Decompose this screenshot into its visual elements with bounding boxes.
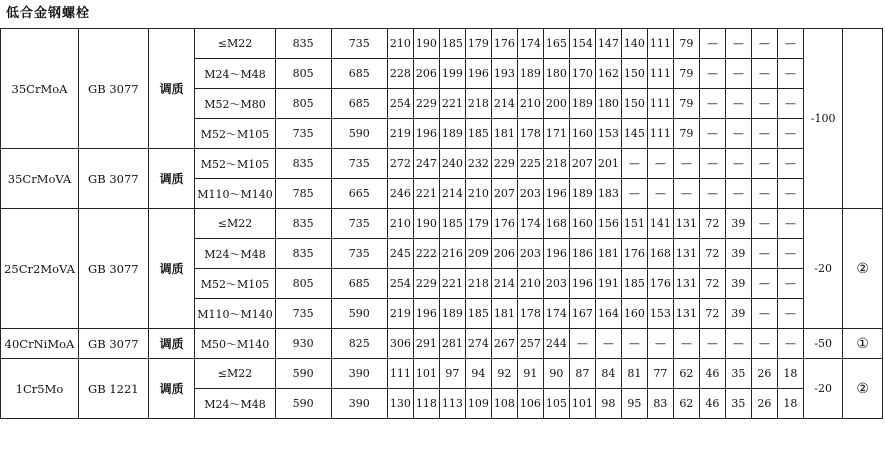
min-temp-cell: -20 — [803, 359, 843, 419]
stress-value-cell: 181 — [595, 239, 621, 269]
stress-value-cell: 98 — [595, 389, 621, 419]
stress-value-cell: 154 — [569, 29, 595, 59]
stress-value-cell: 46 — [699, 389, 725, 419]
stress-value-cell: 257 — [517, 329, 543, 359]
stress-value-cell: — — [699, 59, 725, 89]
stress-value-cell: — — [595, 329, 621, 359]
stress-value-cell: 131 — [673, 299, 699, 329]
stress-value-cell: 90 — [543, 359, 569, 389]
stress-value-cell: 39 — [725, 299, 751, 329]
min-temp-cell: -20 — [803, 209, 843, 329]
stress-value-cell: — — [569, 329, 595, 359]
stress-value-cell: 225 — [517, 149, 543, 179]
stress-value-cell: 185 — [621, 269, 647, 299]
size-cell: M50～M140 — [195, 329, 275, 359]
stress-value-cell: — — [725, 149, 751, 179]
table-row — [1, 209, 883, 239]
stress-value-cell: 174 — [543, 299, 569, 329]
stress-value-cell: 174 — [517, 29, 543, 59]
stress-value-cell: 185 — [439, 29, 465, 59]
stress-value-cell: 72 — [699, 239, 725, 269]
yield-cell: 590 — [331, 119, 387, 149]
stress-value-cell: — — [751, 239, 777, 269]
stress-value-cell: — — [751, 269, 777, 299]
stress-value-cell: 180 — [595, 89, 621, 119]
table-row — [1, 359, 883, 389]
stress-value-cell: 101 — [569, 389, 595, 419]
stress-value-cell: 232 — [465, 149, 491, 179]
stress-value-cell: — — [777, 89, 803, 119]
stress-value-cell: 111 — [387, 359, 413, 389]
stress-value-cell: 168 — [543, 209, 569, 239]
stress-value-cell: 221 — [413, 179, 439, 209]
stress-value-cell: 46 — [699, 359, 725, 389]
stress-value-cell: 186 — [569, 239, 595, 269]
treatment-cell: 调质 — [148, 149, 195, 209]
stress-value-cell: 91 — [517, 359, 543, 389]
stress-value-cell: 244 — [543, 329, 569, 359]
stress-value-cell: 79 — [673, 119, 699, 149]
stress-value-cell: — — [751, 299, 777, 329]
stress-value-cell: 176 — [491, 209, 517, 239]
stress-value-cell: 26 — [751, 359, 777, 389]
material-cell: 25Cr2MoVA — [1, 209, 79, 329]
min-temp-cell: -100 — [803, 29, 843, 209]
stress-value-cell: 199 — [439, 59, 465, 89]
stress-value-cell: 162 — [595, 59, 621, 89]
stress-value-cell: 176 — [491, 29, 517, 59]
stress-value-cell: 180 — [543, 59, 569, 89]
size-cell: M110～M140 — [195, 299, 275, 329]
stress-value-cell: 210 — [517, 89, 543, 119]
note-cell: ② — [843, 209, 883, 329]
standard-cell: GB 3077 — [79, 209, 149, 329]
yield-cell: 735 — [331, 239, 387, 269]
stress-value-cell: 216 — [439, 239, 465, 269]
stress-value-cell: 185 — [465, 299, 491, 329]
stress-value-cell: 210 — [517, 269, 543, 299]
stress-value-cell: 35 — [725, 359, 751, 389]
treatment-cell: 调质 — [148, 329, 195, 359]
stress-value-cell: 210 — [465, 179, 491, 209]
stress-value-cell: 83 — [647, 389, 673, 419]
stress-value-cell: 254 — [387, 89, 413, 119]
treatment-cell: 调质 — [148, 29, 195, 149]
stress-value-cell: 185 — [439, 209, 465, 239]
stress-value-cell: 203 — [517, 179, 543, 209]
yield-cell: 390 — [331, 359, 387, 389]
strength-cell: 590 — [275, 359, 331, 389]
stress-value-cell: — — [699, 179, 725, 209]
stress-value-cell: 221 — [439, 269, 465, 299]
stress-value-cell: 189 — [569, 89, 595, 119]
stress-value-cell: 160 — [621, 299, 647, 329]
stress-value-cell: — — [673, 179, 699, 209]
stress-value-cell: — — [777, 269, 803, 299]
stress-value-cell: 206 — [491, 239, 517, 269]
stress-value-cell: — — [777, 329, 803, 359]
stress-value-cell: — — [777, 179, 803, 209]
stress-value-cell: — — [725, 59, 751, 89]
stress-value-cell: 176 — [621, 239, 647, 269]
stress-value-cell: 214 — [491, 89, 517, 119]
stress-value-cell: 254 — [387, 269, 413, 299]
size-cell: M24～M48 — [195, 239, 275, 269]
strength-cell: 835 — [275, 149, 331, 179]
strength-cell: 835 — [275, 209, 331, 239]
stress-value-cell: — — [647, 179, 673, 209]
stress-value-cell: 267 — [491, 329, 517, 359]
stress-value-cell: 79 — [673, 89, 699, 119]
stress-value-cell: — — [725, 29, 751, 59]
strength-cell: 735 — [275, 299, 331, 329]
stress-value-cell: 189 — [439, 299, 465, 329]
stress-value-cell: 164 — [595, 299, 621, 329]
table-row — [1, 149, 883, 179]
stress-value-cell: 189 — [569, 179, 595, 209]
stress-value-cell: 245 — [387, 239, 413, 269]
stress-value-cell: 240 — [439, 149, 465, 179]
stress-value-cell: 178 — [517, 299, 543, 329]
stress-value-cell: 222 — [413, 239, 439, 269]
stress-value-cell: 181 — [491, 119, 517, 149]
standard-cell: GB 3077 — [79, 329, 149, 359]
stress-value-cell: 185 — [465, 119, 491, 149]
stress-value-cell: 150 — [621, 59, 647, 89]
stress-value-cell: 218 — [543, 149, 569, 179]
stress-value-cell: — — [777, 209, 803, 239]
stress-value-cell: 179 — [465, 29, 491, 59]
stress-value-cell: 131 — [673, 269, 699, 299]
note-cell — [843, 29, 883, 209]
yield-cell: 735 — [331, 149, 387, 179]
size-cell: M52～M105 — [195, 119, 275, 149]
stress-value-cell: 165 — [543, 29, 569, 59]
strength-cell: 590 — [275, 389, 331, 419]
stress-value-cell: 118 — [413, 389, 439, 419]
stress-value-cell: 150 — [621, 89, 647, 119]
note-cell: ① — [843, 329, 883, 359]
yield-cell: 685 — [331, 89, 387, 119]
stress-value-cell: 171 — [543, 119, 569, 149]
standard-cell: GB 3077 — [79, 149, 149, 209]
stress-value-cell: 214 — [491, 269, 517, 299]
stress-value-cell: 109 — [465, 389, 491, 419]
size-cell: M52～M105 — [195, 149, 275, 179]
size-cell: M110～M140 — [195, 179, 275, 209]
stress-value-cell: 178 — [517, 119, 543, 149]
stress-value-cell: — — [621, 149, 647, 179]
stress-value-cell: 174 — [517, 209, 543, 239]
stress-value-cell: — — [751, 329, 777, 359]
stress-value-cell: 193 — [491, 59, 517, 89]
stress-value-cell: 92 — [491, 359, 517, 389]
stress-value-cell: — — [751, 209, 777, 239]
stress-value-cell: — — [699, 149, 725, 179]
strength-cell: 735 — [275, 119, 331, 149]
stress-value-cell: 228 — [387, 59, 413, 89]
stress-value-cell: — — [777, 119, 803, 149]
stress-value-cell: 62 — [673, 389, 699, 419]
stress-value-cell: 111 — [647, 29, 673, 59]
treatment-cell: 调质 — [148, 359, 195, 419]
stress-value-cell: — — [725, 329, 751, 359]
size-cell: M52～M80 — [195, 89, 275, 119]
stress-value-cell: 189 — [517, 59, 543, 89]
stress-value-cell: 105 — [543, 389, 569, 419]
yield-cell: 685 — [331, 269, 387, 299]
stress-value-cell: — — [777, 299, 803, 329]
strength-cell: 805 — [275, 269, 331, 299]
stress-value-cell: 229 — [413, 269, 439, 299]
stress-value-cell: — — [699, 119, 725, 149]
stress-value-cell: 196 — [543, 179, 569, 209]
strength-cell: 785 — [275, 179, 331, 209]
stress-value-cell: 130 — [387, 389, 413, 419]
stress-value-cell: — — [725, 89, 751, 119]
stress-value-cell: 214 — [439, 179, 465, 209]
stress-value-cell: 151 — [621, 209, 647, 239]
stress-value-cell: — — [751, 119, 777, 149]
yield-cell: 685 — [331, 59, 387, 89]
stress-value-cell: — — [751, 89, 777, 119]
stress-value-cell: 97 — [439, 359, 465, 389]
stress-value-cell: — — [699, 29, 725, 59]
stress-value-cell: — — [673, 149, 699, 179]
stress-value-cell: 131 — [673, 209, 699, 239]
stress-value-cell: 167 — [569, 299, 595, 329]
stress-value-cell: 272 — [387, 149, 413, 179]
stress-value-cell: — — [699, 329, 725, 359]
stress-value-cell: 176 — [647, 269, 673, 299]
stress-value-cell: — — [751, 149, 777, 179]
stress-value-cell: 218 — [465, 89, 491, 119]
stress-value-cell: 306 — [387, 329, 413, 359]
stress-value-cell: 221 — [439, 89, 465, 119]
stress-value-cell: 62 — [673, 359, 699, 389]
stress-value-cell: 153 — [595, 119, 621, 149]
stress-value-cell: 147 — [595, 29, 621, 59]
stress-value-cell: 196 — [543, 239, 569, 269]
standard-cell: GB 1221 — [79, 359, 149, 419]
stress-value-cell: 18 — [777, 359, 803, 389]
treatment-cell: 调质 — [148, 209, 195, 329]
size-cell: ≤M22 — [195, 209, 275, 239]
stress-value-cell: 95 — [621, 389, 647, 419]
stress-value-cell: — — [725, 179, 751, 209]
stress-value-cell: — — [673, 329, 699, 359]
stress-value-cell: 191 — [595, 269, 621, 299]
stress-value-cell: 209 — [465, 239, 491, 269]
stress-value-cell: — — [751, 179, 777, 209]
yield-cell: 825 — [331, 329, 387, 359]
stress-value-cell: 210 — [387, 29, 413, 59]
table-row — [1, 329, 883, 359]
stress-value-cell: 18 — [777, 389, 803, 419]
stress-value-cell: — — [777, 59, 803, 89]
yield-cell: 590 — [331, 299, 387, 329]
stress-value-cell: 203 — [517, 239, 543, 269]
stress-value-cell: 153 — [647, 299, 673, 329]
stress-value-cell: 111 — [647, 59, 673, 89]
stress-value-cell: 94 — [465, 359, 491, 389]
stress-value-cell: 190 — [413, 29, 439, 59]
stress-value-cell: 81 — [621, 359, 647, 389]
stress-value-cell: 210 — [387, 209, 413, 239]
stress-value-cell: 200 — [543, 89, 569, 119]
stress-value-cell: 39 — [725, 269, 751, 299]
stress-value-cell: 113 — [439, 389, 465, 419]
strength-cell: 930 — [275, 329, 331, 359]
material-cell: 1Cr5Mo — [1, 359, 79, 419]
stress-value-cell: 39 — [725, 239, 751, 269]
stress-value-cell: 207 — [569, 149, 595, 179]
stress-value-cell: 203 — [543, 269, 569, 299]
material-cell: 35CrMoVA — [1, 149, 79, 209]
stress-value-cell: — — [621, 329, 647, 359]
stress-value-cell: — — [777, 149, 803, 179]
stress-value-cell: 72 — [699, 209, 725, 239]
size-cell: M52～M105 — [195, 269, 275, 299]
stress-value-cell: 84 — [595, 359, 621, 389]
stress-value-cell: 72 — [699, 299, 725, 329]
yield-cell: 390 — [331, 389, 387, 419]
stress-value-cell: 196 — [413, 119, 439, 149]
strength-cell: 835 — [275, 239, 331, 269]
stress-value-cell: — — [647, 149, 673, 179]
size-cell: M24～M48 — [195, 389, 275, 419]
stress-value-cell: 108 — [491, 389, 517, 419]
stress-value-cell: 207 — [491, 179, 517, 209]
material-cell: 35CrMoA — [1, 29, 79, 149]
size-cell: ≤M22 — [195, 29, 275, 59]
stress-value-cell: 35 — [725, 389, 751, 419]
stress-value-cell: 101 — [413, 359, 439, 389]
table-heading: 低合金钢螺栓 — [6, 6, 91, 21]
stress-value-cell: 291 — [413, 329, 439, 359]
stress-value-cell: 77 — [647, 359, 673, 389]
size-cell: ≤M22 — [195, 359, 275, 389]
strength-cell: 805 — [275, 89, 331, 119]
stress-value-cell: 141 — [647, 209, 673, 239]
stress-value-cell: 219 — [387, 299, 413, 329]
stress-value-cell: 145 — [621, 119, 647, 149]
stress-value-cell: 274 — [465, 329, 491, 359]
stress-value-cell: 196 — [465, 59, 491, 89]
size-cell: M24～M48 — [195, 59, 275, 89]
stress-value-cell: 106 — [517, 389, 543, 419]
stress-value-cell: 79 — [673, 29, 699, 59]
stress-value-cell: 160 — [569, 119, 595, 149]
stress-value-cell: 170 — [569, 59, 595, 89]
stress-value-cell: 156 — [595, 209, 621, 239]
stress-value-cell: 247 — [413, 149, 439, 179]
stress-value-cell: 229 — [413, 89, 439, 119]
stress-value-cell: 72 — [699, 269, 725, 299]
stress-value-cell: 168 — [647, 239, 673, 269]
stress-value-cell: — — [621, 179, 647, 209]
stress-value-cell: 39 — [725, 209, 751, 239]
stress-value-cell: — — [725, 119, 751, 149]
stress-value-cell: — — [751, 29, 777, 59]
stress-value-cell: 201 — [595, 149, 621, 179]
min-temp-cell: -50 — [803, 329, 843, 359]
stress-value-cell: — — [647, 329, 673, 359]
material-cell: 40CrNiMoA — [1, 329, 79, 359]
yield-cell: 665 — [331, 179, 387, 209]
stress-value-cell: — — [777, 29, 803, 59]
stress-value-cell: 111 — [647, 119, 673, 149]
stress-value-cell: 229 — [491, 149, 517, 179]
stress-value-cell: 131 — [673, 239, 699, 269]
stress-value-cell: 111 — [647, 89, 673, 119]
table-row — [1, 29, 883, 59]
stress-value-cell: — — [699, 89, 725, 119]
stress-value-cell: 179 — [465, 209, 491, 239]
stress-value-cell: 140 — [621, 29, 647, 59]
strength-cell: 835 — [275, 29, 331, 59]
strength-cell: 805 — [275, 59, 331, 89]
yield-cell: 735 — [331, 209, 387, 239]
yield-cell: 735 — [331, 29, 387, 59]
stress-value-cell: 26 — [751, 389, 777, 419]
stress-value-cell: 189 — [439, 119, 465, 149]
stress-value-cell: 196 — [569, 269, 595, 299]
standard-cell: GB 3077 — [79, 29, 149, 149]
note-cell: ② — [843, 359, 883, 419]
stress-value-cell: 160 — [569, 209, 595, 239]
stress-value-cell: 281 — [439, 329, 465, 359]
stress-value-cell: 218 — [465, 269, 491, 299]
stress-value-cell: 181 — [491, 299, 517, 329]
stress-value-cell: — — [751, 59, 777, 89]
stress-value-cell: 196 — [413, 299, 439, 329]
stress-value-cell: 190 — [413, 209, 439, 239]
stress-value-cell: 246 — [387, 179, 413, 209]
stress-value-cell: 79 — [673, 59, 699, 89]
stress-value-cell: 87 — [569, 359, 595, 389]
bolt-stress-table — [0, 28, 883, 419]
stress-value-cell: 206 — [413, 59, 439, 89]
stress-value-cell: — — [777, 239, 803, 269]
stress-value-cell: 219 — [387, 119, 413, 149]
stress-value-cell: 183 — [595, 179, 621, 209]
